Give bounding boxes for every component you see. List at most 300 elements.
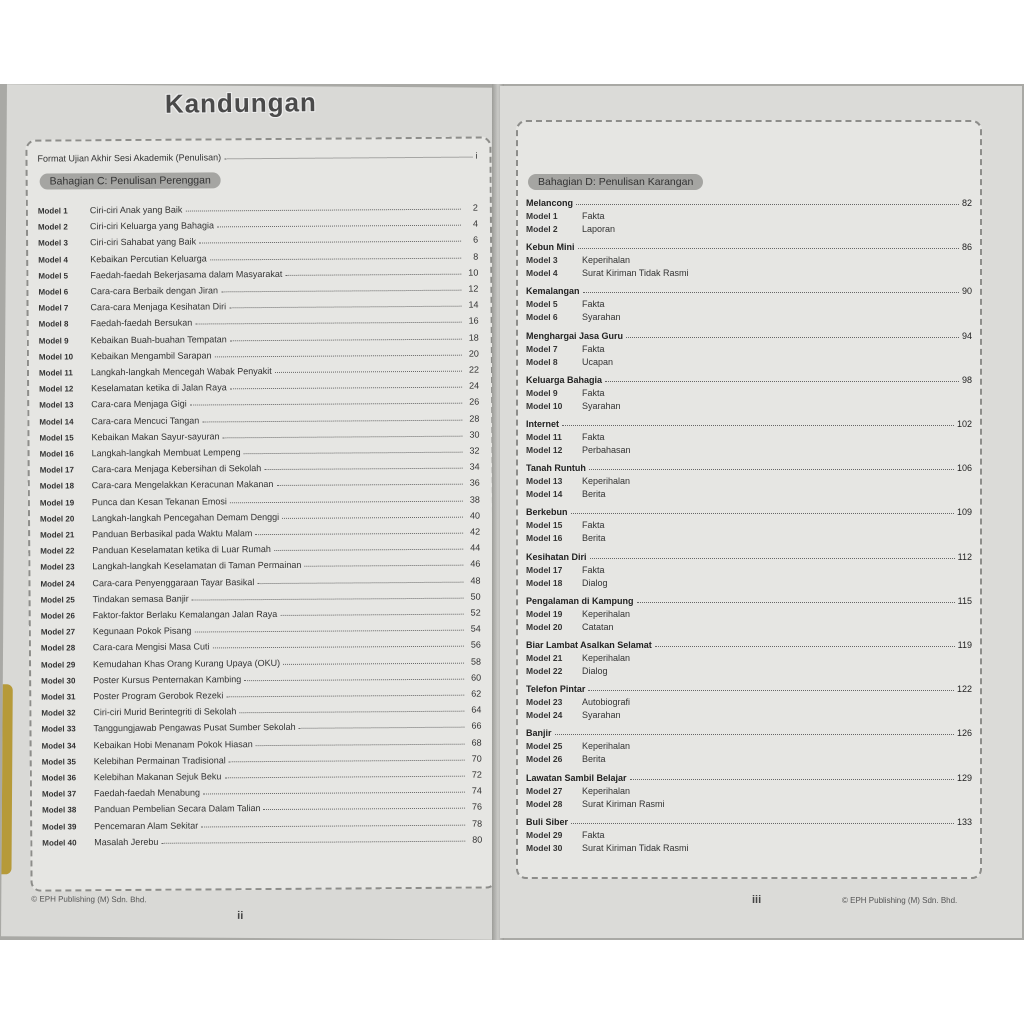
model-label: Model 17 [39,465,74,475]
leader-dots [185,209,460,212]
section-label-c: Bahagian C: Penulisan Perenggan [40,172,221,189]
leader-dots [590,558,955,559]
sub-model-row [526,830,605,840]
model-title: Kelebihan Permainan Tradisional [93,755,226,767]
model-label: Model 27 [40,627,76,637]
leader-dots [230,338,462,341]
leader-dots [257,581,463,583]
sub-model-row [526,520,605,530]
model-label: Model 3 [526,255,558,266]
footer-copyright: © EPH Publishing (M) Sdn. Bhd. [842,896,958,905]
model-label: Model 7 [38,303,69,313]
leader-dots [637,602,955,603]
model-type: Fakta [582,829,605,840]
leader-dots [217,225,461,228]
model-title: Cara-cara Berbaik dengan Jiran [90,285,219,297]
model-label: Model 28 [40,643,76,654]
model-label: Model 10 [38,352,74,362]
page-ref: 28 [469,413,480,424]
model-label: Model 21 [526,653,563,663]
leader-dots [229,306,461,309]
sub-model-row [526,211,605,221]
model-label: Model 15 [39,433,74,443]
section-heading [526,331,972,341]
page-ref: 24 [469,380,480,391]
model-label: Model 30 [41,676,76,686]
leader-dots [230,500,463,503]
sub-model-row [526,489,606,499]
leader-dots [275,371,462,373]
model-title: Langkah-langkah Membuat Lempeng [91,447,241,459]
leader-dots [571,823,954,824]
leader-dots [224,776,464,779]
model-title: Langkah-langkah Pencegahan Demam Denggi [91,511,280,524]
section-heading [526,463,972,473]
sub-model-row [526,476,630,486]
leader-dots [280,614,463,616]
leader-dots [195,322,461,325]
section-title: Banjir [526,728,552,739]
page-ref: 14 [468,299,479,310]
model-type: Berita [582,533,606,544]
leader-dots [274,549,463,551]
model-label: Model 35 [41,757,76,767]
leader-dots [203,792,465,795]
footer-copyright: © EPH Publishing (M) Sdn. Bhd. [31,894,147,905]
leader-dots [283,662,464,664]
page-edge-decoration [1,684,12,874]
section-heading [526,640,972,650]
model-type: Laporan [582,224,616,234]
section-title: Tanah Runtuh [526,463,586,474]
section-heading [526,198,972,208]
contents-frame-right [516,120,982,879]
leader-dots [201,824,465,827]
sub-model-row [526,268,689,278]
leader-dots [304,565,463,567]
model-label: Model 17 [526,564,563,575]
section-label-d: Bahagian D: Penulisan Karangan [528,174,703,190]
section-heading [526,552,972,562]
leader-dots [589,469,954,470]
model-title: Ciri-ciri Murid Berintegriti di Sekolah [93,706,237,718]
model-type: Fakta [582,211,605,221]
model-type: Perbahasan [582,445,631,455]
page-ref: 119 [957,640,972,650]
page-ref: 60 [471,672,482,683]
model-title: Poster Program Gerobok Rezeki [93,690,224,702]
toc-row [42,828,482,847]
leader-dots [285,273,461,275]
leader-dots [562,425,954,426]
model-title: Cara-cara Menjaga Kesihatan Diri [90,301,227,313]
leader-dots [221,290,461,293]
sub-model-row [526,741,630,751]
leader-dots [223,435,463,438]
format-line [37,151,477,164]
page-ref: 2 [472,202,478,213]
model-type: Syarahan [582,710,621,721]
section-title: Telefon Pintar [526,684,586,695]
model-label: Model 24 [526,710,563,721]
page-ref: 18 [468,332,479,343]
model-type: Dialog [582,577,608,588]
model-label: Model 19 [526,608,563,619]
model-label: Model 14 [39,416,74,427]
model-type: Autobiografi [582,697,631,708]
model-label: Model 9 [38,336,69,346]
sub-model-row [526,697,630,707]
page-ref: 32 [469,445,480,456]
leader-dots [299,727,465,729]
model-type: Fakta [582,387,605,398]
leader-dots [655,646,955,647]
model-label: Model 27 [526,785,563,796]
model-label: Model 22 [40,546,75,556]
page-ref: 4 [472,218,478,229]
leader-dots [192,597,464,600]
model-label: Model 26 [526,754,563,765]
model-label: Model 21 [40,530,75,540]
page-ref: 102 [956,419,972,429]
sub-model-row [526,653,630,663]
page-ref: 34 [469,461,480,472]
model-label: Model 19 [39,497,75,508]
model-type: Dialog [582,666,608,676]
page-ref: 109 [956,507,972,518]
page-number: ii [237,909,244,922]
sub-model-row [526,224,615,234]
model-label: Model 18 [526,577,563,588]
model-title: Keselamatan ketika di Jalan Raya [91,382,227,394]
model-label: Model 5 [38,271,69,281]
page-ref: 38 [469,494,480,505]
model-type: Syarahan [582,400,621,411]
page-ref: 36 [469,477,480,489]
model-title: Tanggungjawab Pengawas Pusat Sumber Sekolah [93,722,296,734]
model-title: Cara-cara Menjaga Kebersihan di Sekolah [91,463,262,475]
model-title: Kebaikan Mengambil Sarapan [90,350,212,362]
model-label: Model 8 [526,356,558,367]
format-line-page: i [475,150,478,161]
sub-model-row [526,578,608,588]
sub-model-row [526,843,689,853]
sub-model-row [526,388,605,398]
page-ref: 44 [470,542,481,553]
model-title: Masalah Jerebu [94,836,159,848]
page-ref: 90 [961,286,972,297]
model-label: Model 29 [526,829,563,840]
model-type: Surat Kiriman Tidak Rasmi [582,842,689,853]
leader-dots [583,292,959,293]
page-ref: 106 [956,463,972,474]
model-label: Model 11 [38,368,73,378]
page-number: iii [752,894,762,906]
page-ref: 94 [961,330,972,341]
model-type: Keperihalan [582,255,631,266]
leader-dots [276,484,462,486]
model-title: Kebaikan Makan Sayur-sayuran [91,431,220,443]
sub-model-row [526,255,630,265]
model-type: Keperihalan [582,608,631,619]
model-title: Ciri-ciri Anak yang Baik [89,204,183,216]
page-ref: 74 [471,785,482,796]
page-ref: 12 [468,283,479,294]
model-title: Punca dan Kesan Tekanan Emosi [91,495,227,507]
model-label: Model 22 [526,666,563,676]
model-title: Faktor-faktor Berlaku Kemalangan Jalan Raya [92,608,278,621]
leader-dots [630,779,954,780]
leader-dots [626,337,959,338]
page-ref: 80 [472,834,483,845]
sub-model-row [526,666,608,676]
model-label: Model 12 [526,445,563,455]
leader-dots [230,387,462,390]
model-label: Model 11 [526,432,562,442]
model-label: Model 12 [39,384,74,394]
model-label: Model 9 [526,387,558,398]
sub-model-row [526,312,621,322]
model-label: Model 3 [38,238,68,249]
page-ref: 46 [470,558,481,570]
model-label: Model 36 [41,773,77,783]
model-label: Model 25 [40,595,75,605]
model-title: Faedah-faedah Bekerjasama dalam Masyarakat [90,268,283,281]
leader-dots [226,695,464,698]
model-title: Ciri-ciri Sahabat yang Baik [90,236,197,248]
model-title: Poster Kursus Penternakan Kambing [93,674,242,686]
section-title: Melancong [526,198,574,208]
page-ref: 54 [470,623,481,634]
section-title: Pengalaman di Kampung [526,595,634,606]
section-heading [526,242,972,252]
model-title: Kelebihan Makanan Sejuk Beku [93,771,222,783]
leader-dots [224,151,472,160]
leader-dots [605,381,959,382]
model-label: Model 4 [38,255,69,265]
book-photo [0,84,1024,940]
leader-dots [244,678,464,681]
page-ref: 122 [956,684,972,695]
page-ref: 76 [471,801,483,813]
page-ref: 78 [472,818,483,829]
sub-model-row [526,299,605,309]
model-title: Panduan Berbasikal pada Waktu Malam [92,528,253,540]
page-ref: 68 [471,737,482,748]
page-ref: 133 [956,816,972,827]
model-label: Model 2 [526,224,558,234]
leader-dots [244,452,463,455]
model-label: Model 31 [41,692,76,702]
model-label: Model 14 [526,489,563,500]
model-label: Model 30 [526,842,563,853]
leader-dots [239,711,464,714]
model-label: Model 7 [526,343,558,354]
model-title: Pencemaran Alam Sekitar [94,820,199,831]
section-title: Kesihatan Diri [526,551,587,562]
model-title: Panduan Pembelian Secara Dalam Talian [94,803,261,815]
model-label: Model 39 [42,821,77,832]
leader-dots [555,734,954,735]
model-title: Kegunaan Pokok Pisang [92,625,192,637]
leader-dots [264,808,466,810]
leader-dots [161,840,465,843]
model-title: Cara-cara Menjaga Gigi [91,398,187,410]
model-title: Cara-cara Mencuci Tangan [91,415,200,426]
model-type: Berita [582,754,606,765]
section-title: Kemalangan [526,286,580,297]
sub-model-row [526,710,621,720]
section-heading [526,817,972,827]
page-ref: 70 [471,753,482,764]
page-ref: 52 [470,607,481,618]
page-ref: 72 [471,769,482,780]
model-title: Kebaikan Hobi Menanam Pokok Hiasan [93,738,253,750]
model-label: Model 40 [42,838,77,848]
page-ref: 10 [468,267,479,278]
sub-model-row [526,799,665,809]
sub-model-row [526,754,606,764]
section-heading [526,773,972,783]
sub-model-row [526,786,630,796]
leader-dots [199,241,461,244]
leader-dots [578,248,959,249]
sub-model-row [526,344,605,354]
model-label: Model 33 [41,724,76,735]
page-ref: 56 [470,639,481,651]
section-heading [526,507,972,517]
section-heading [526,596,972,606]
page-ref: 129 [956,772,972,783]
page-ref: 66 [471,720,482,732]
model-title: Kebaikan Buah-buahan Tempatan [90,333,227,345]
section-title: Berkebun [526,507,568,518]
model-type: Fakta [582,299,605,310]
model-type: Fakta [582,343,605,354]
model-label: Model 16 [39,449,74,459]
section-heading [526,728,972,738]
page-ref: 42 [470,526,481,537]
sub-model-row [526,401,621,411]
model-type: Keperihalan [582,741,631,752]
model-title: Panduan Keselamatan ketika di Luar Rumah [92,544,271,556]
model-label: Model 20 [526,621,563,632]
section-heading [526,286,972,296]
page-ref: 115 [957,595,972,606]
sub-model-row [526,445,631,455]
model-label: Model 6 [38,287,69,297]
leader-dots [210,257,461,260]
model-type: Fakta [582,564,605,575]
section-title: Buli Siber [526,816,569,827]
model-type: Catatan [582,621,614,632]
model-label: Model 28 [526,798,563,809]
section-title: Keluarga Bahagia [526,374,603,385]
model-title: Langkah-langkah Keselamatan di Taman Permainan [92,560,302,572]
model-label: Model 26 [40,611,75,621]
page-ref: 6 [473,234,479,245]
page-ref: 112 [957,551,972,562]
model-label: Model 38 [42,805,77,816]
page-ref: 40 [469,510,481,521]
leader-dots [255,533,463,535]
model-label: Model 15 [526,520,563,531]
sub-model-row [526,533,606,543]
sub-model-row [526,565,605,575]
section-heading [526,375,972,385]
section-title: Kebun Mini [526,242,575,253]
leader-dots [256,743,465,745]
section-title: Menghargai Jasa Guru [526,330,624,341]
section-heading [526,419,972,429]
leader-dots [214,354,461,357]
leader-dots [190,403,462,406]
section-heading [526,684,972,694]
model-type: Keperihalan [582,785,631,796]
model-title: Cara-cara Mengelakkan Keracunan Makanan [91,479,274,491]
page-ref: 98 [961,374,972,385]
page-ref: 30 [469,429,480,440]
page-ref: 82 [961,198,972,208]
left-page [1,84,499,939]
leader-dots [202,419,462,422]
sub-model-row [526,622,614,632]
page-ref: 126 [956,728,972,739]
right-page [500,86,1022,938]
model-type: Fakta [582,520,605,531]
model-type: Surat Kiriman Rasmi [582,798,665,809]
model-title: Ciri-ciri Keluarga yang Bahagia [89,220,215,232]
section-title: Biar Lambat Asalkan Selamat [526,640,652,650]
model-label: Model 29 [41,659,76,670]
model-title: Tindakan semasa Banjir [92,593,189,605]
model-label: Model 1 [37,206,68,216]
model-label: Model 10 [526,400,563,411]
model-label: Model 4 [526,268,558,279]
page-ref: 48 [470,575,481,586]
model-type: Keperihalan [582,653,631,663]
model-title: Cara-cara Mengisi Masa Cuti [92,641,210,653]
page-ref: 26 [469,396,480,408]
model-label: Model 18 [39,481,75,492]
leader-dots [194,630,463,633]
model-label: Model 8 [38,319,69,330]
model-label: Model 1 [526,211,558,221]
model-label: Model 20 [39,514,75,524]
model-label: Model 32 [41,708,76,718]
model-title: Faedah-faedah Menabung [93,787,201,799]
model-type: Fakta [582,432,605,442]
model-label: Model 2 [37,222,68,232]
model-label: Model 25 [526,741,563,752]
page-ref: 58 [470,656,482,667]
contents-frame-left [25,136,496,891]
model-label: Model 24 [40,578,75,589]
leader-dots [576,204,959,205]
format-line-text: Format Ujian Akhir Sesi Akademik (Penulisan) [37,152,222,164]
page-title: Kandungan [164,87,317,119]
page-ref: 64 [471,704,482,715]
page-ref: 62 [471,688,482,699]
leader-dots [264,468,462,470]
model-label: Model 6 [526,312,558,323]
sub-model-row [526,609,630,619]
page-ref: 8 [473,251,479,262]
page-ref: 50 [470,591,481,602]
model-type: Surat Kiriman Tidak Rasmi [582,268,689,279]
model-label: Model 23 [526,697,563,708]
page-ref: 22 [468,364,480,375]
